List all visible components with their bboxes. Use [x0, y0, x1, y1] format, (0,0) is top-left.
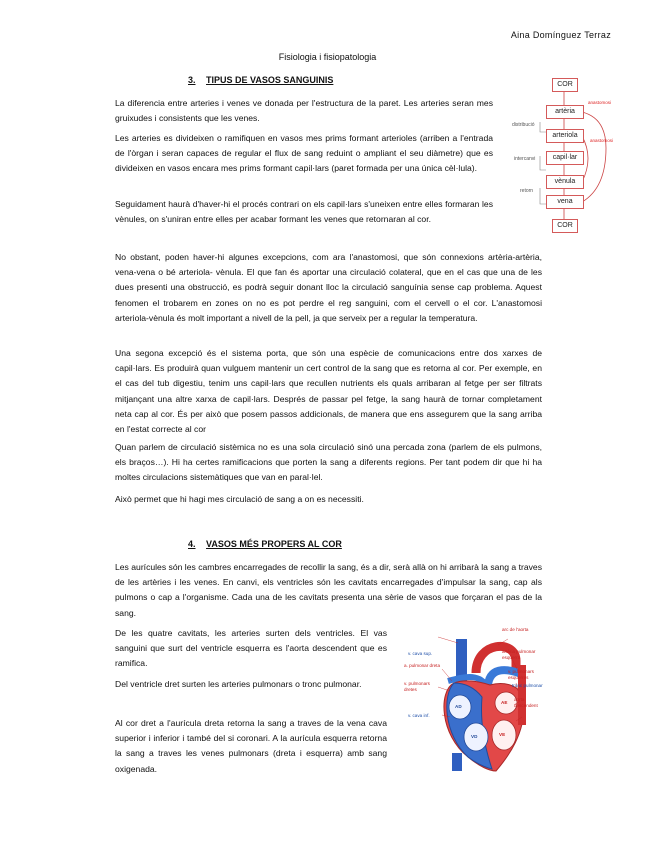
paragraph: No obstant, poden haver-hi algunes excepcions, com ara l'anastomosi, que són connexions artèria-artèria, vena-vena o bé arteriola- vènula. El que fan és aportar una circulació colateral, que en el cas que una de les dues presenti una obstrucció, es podrà seguir donant lloc la circulació sanguínia sense cap problema. Aquest fenomen el trobarem en zones on no es pot perdre el reg sanguini, com el cervell o el cor. L'anastomosi arteriola-vènula és molt important a nivell de la pell, ja que serveix per a regular la temperatura. — [115, 252, 542, 323]
paragraph: Les aurícules són les cambres encarregades de recollir la sang, és a dir, serà allà on hi arribarà la sang a traves de les artèries i les venes. En canvi, els ventricles són les cavitats encarregades d'impulsar la sang, cap als pulmons o cap a l'organisme. Cada una de les cavitats presenta una sèrie de vasos que forçaran el pas de la sang. — [115, 562, 542, 618]
label-descending-aorta: aorta descendent — [514, 697, 538, 708]
label-right-pulmonary-veins: v. pulmonars dretes — [404, 681, 430, 692]
label-superior-vena-cava: v. cava sup. — [408, 651, 433, 656]
paragraph: Del ventricle dret surten les arteries pulmonars o tronc pulmonar. — [115, 679, 362, 689]
vessel-flow-diagram — [510, 78, 630, 238]
heart-diagram — [398, 625, 548, 773]
paragraph: De les quatre cavitats, les arteries surten dels ventricles. El vas sanguini que surt del ventricle esquerra es l'aorta descendent que es ramifica. — [115, 628, 387, 669]
paragraph: Això permet que hi hagi mes circulació de sang a on es necessiti. — [115, 494, 364, 504]
chamber-right-ventricle: VD — [471, 734, 478, 739]
author-name: Aina Domínguez Terraz — [510, 30, 611, 40]
flow-box-artery: artèria — [546, 105, 584, 119]
label-anastomosis-1: anastomosi — [588, 100, 612, 105]
flow-box-heart: COR — [552, 78, 578, 92]
label-pulmonary-trunk: tronc pulmonar — [512, 683, 543, 688]
paragraph: La diferencia entre arteries i venes ve donada per l'estructura de la paret. Les arteries seran mes gruixudes i consistents que les venes. — [115, 98, 493, 124]
paragraph: Quan parlem de circulació sistèmica no es una sola circulació sinó una percada zona (parlem de els pulmons, els braços…). Hi ha certes ramificacions que porten la sang a diferents regions. Per tant podem dir que hi ha moltes circulacions sistemàtiques que van en paral·lel. — [115, 442, 542, 483]
paragraph: Una segona excepció és el sistema porta, que són una espècie de comunicacions entre dos xarxes de capil·lars. Es produirà quan vulguem mantenir un cert control de la sang que es retorna al cor. Per exemple, en el cas del tub digestiu, tenim uns capil·lars que recullen nutrients els quals arribaran al fetge per ser filtrats mitjançant una altre xarxa de capil·lars. Després de passar pel fetge, la sang haurà de tornar completament neta cap al cor. És per això que posem passos addicionals, de manera que ens assegurem que la sang arriba en l'estat correcte al cor — [115, 348, 542, 435]
label-inferior-vena-cava: v. cava inf. — [408, 713, 430, 718]
section-3-number: 3. — [188, 75, 196, 85]
chamber-left-atrium: AE — [501, 700, 508, 705]
paragraph: Seguidament haurà d'haver-hi el procés contrari on els capil·lars s'uneixen entre elles formaran les vènules, on s'uniran entre elles per acabar formant les venes que retornaran al cor. — [115, 199, 493, 225]
section-4-heading — [188, 539, 342, 549]
flow-box-vein: vena — [546, 195, 584, 209]
paragraph: Les arteries es divideixen o ramifiquen en vasos mes prims formant arterioles (arriben a l'entrada de l'òrgan i seran capaces de regular el flux de sang reduint o ampliant el seu diàmetre) que es divideixen en vasos encara mes prims formant capil·lars (paret formada per una única cèl·lula). — [115, 133, 493, 174]
chamber-left-ventricle: VE — [499, 732, 506, 737]
label-return: retorn — [520, 188, 534, 194]
section-4-number: 4. — [188, 539, 196, 549]
label-left-pulmonary-veins: v. pulmonars esquerres — [508, 669, 534, 680]
flow-box-capillary: capil·lar — [546, 151, 584, 165]
section-3-title: TIPUS DE VASOS SANGUINIS — [206, 75, 334, 85]
label-distribution: distribució — [512, 122, 535, 128]
label-right-pulmonary-artery: a. pulmonar dreta — [404, 663, 441, 668]
label-exchange: intercanvi — [514, 156, 536, 162]
label-left-pulmonary-artery: artèria pulmonar esquerra — [502, 649, 536, 660]
flow-box-heart-return: COR — [552, 219, 578, 233]
chamber-right-atrium: AD — [455, 704, 462, 709]
section-3-heading — [188, 75, 333, 85]
paragraph: Al cor dret a l'aurícula dreta retorna la sang a traves de la vena cava superior i inferior i també del si coronari. A la aurícula esquerra retorna la sang a traves les venes pulmonars (dreta i esquerra) amb sang oxigenada. — [115, 718, 387, 774]
flow-box-venule: vènula — [546, 175, 584, 189]
section-4-title: VASOS MÉS PROPERS AL COR — [206, 539, 342, 549]
document-title: Fisiologia i fisiopatologia — [278, 52, 377, 62]
label-anastomosis-2: anastomosi — [590, 138, 614, 143]
label-aortic-arch: arc de l'aorta — [502, 627, 529, 632]
flow-box-arteriole: arteriola — [546, 129, 584, 143]
